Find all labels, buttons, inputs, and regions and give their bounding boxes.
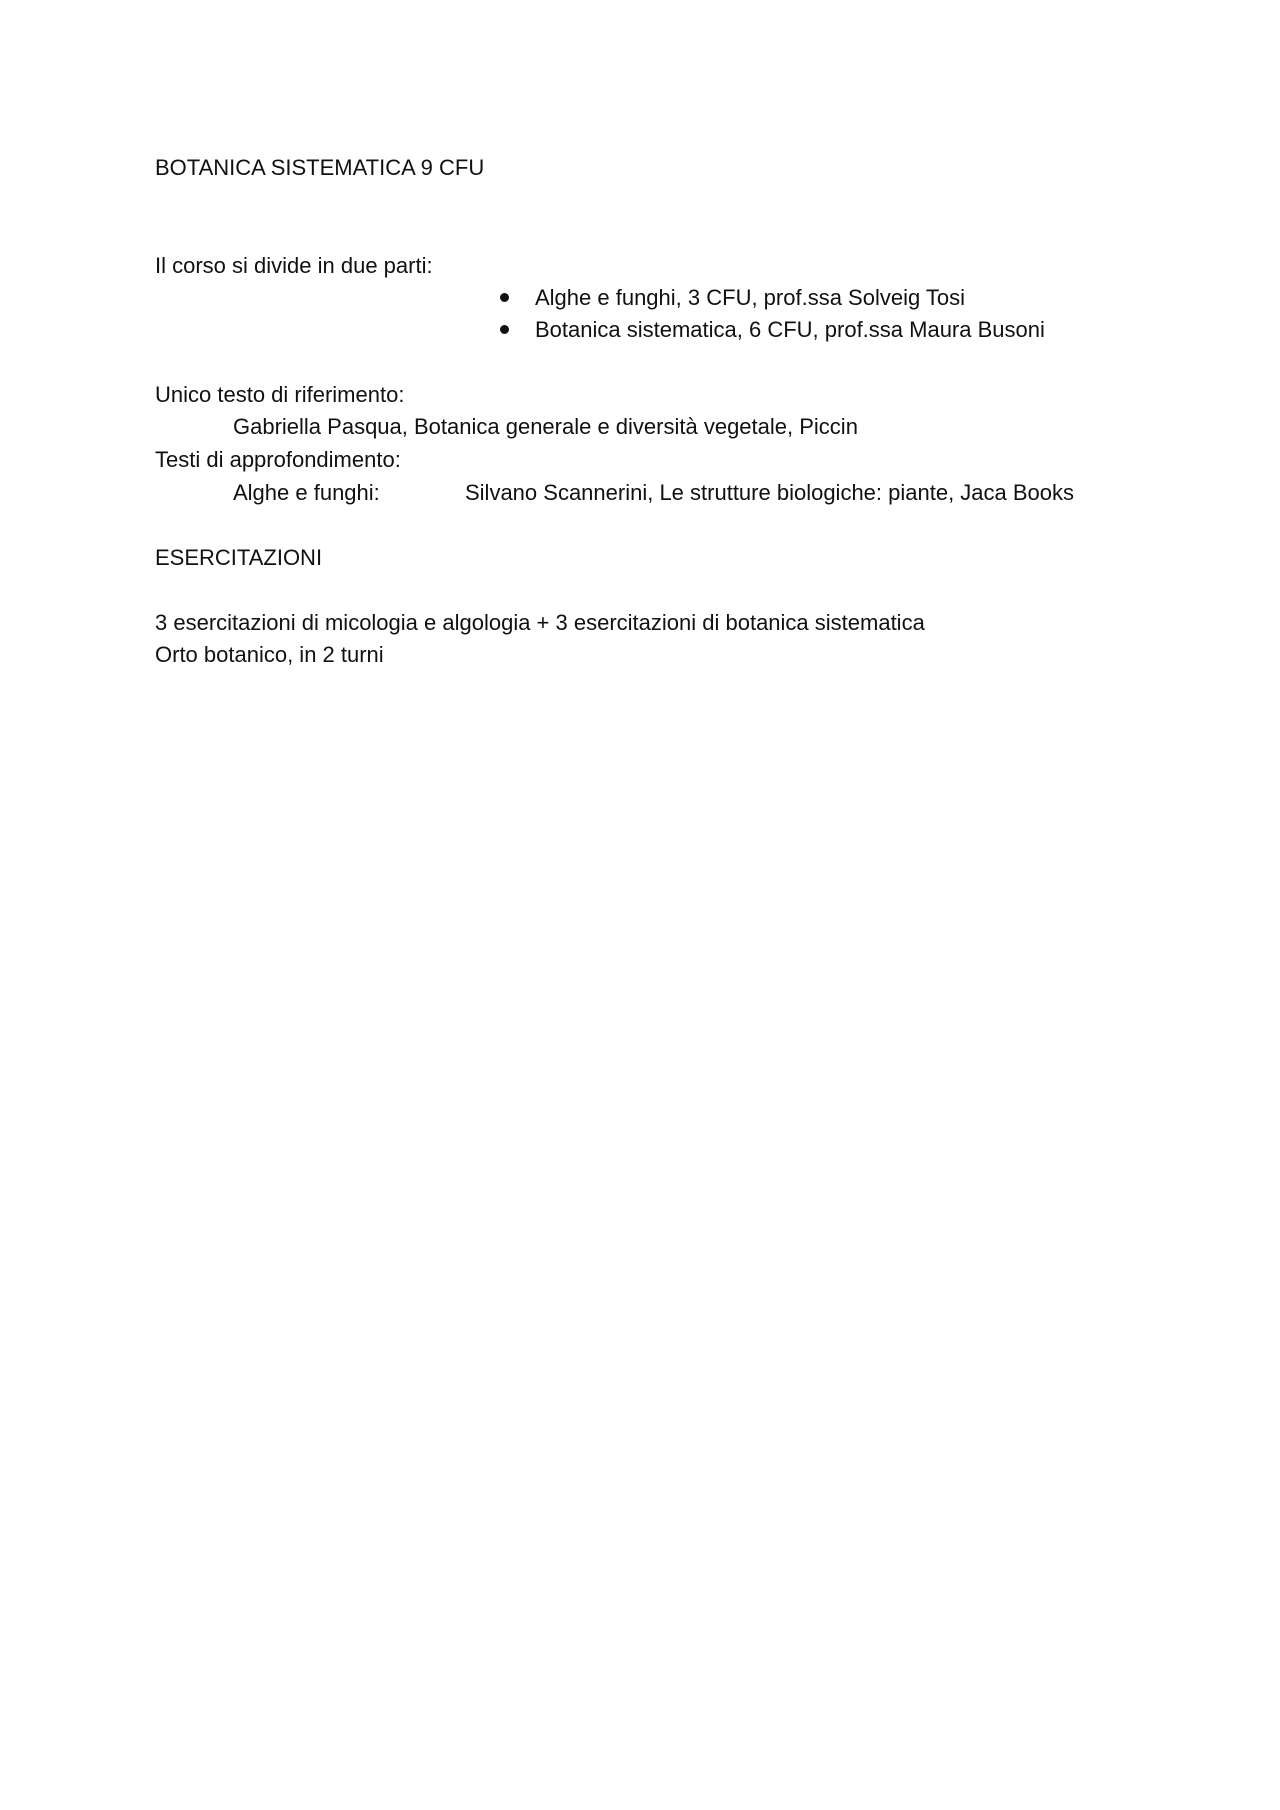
exercises-line: 3 esercitazioni di micologia e algologia + 3 esercitazioni di botanica sistematica <box>155 610 925 635</box>
reference-label: Unico testo di riferimento: <box>155 382 405 407</box>
bullet-icon <box>500 325 509 334</box>
further-reading-text: Silvano Scannerini, Le strutture biologiche: piante, Jaca Books <box>465 480 1075 505</box>
course-part-label: Alghe e funghi, 3 CFU, prof.ssa Solveig Tosi <box>535 285 966 310</box>
bullet-icon <box>500 293 509 302</box>
exercises-heading: ESERCITAZIONI <box>155 545 323 570</box>
reference-text: Gabriella Pasqua, Botanica generale e diversità vegetale, Piccin <box>233 414 858 439</box>
further-reading-label: Testi di approfondimento: <box>155 447 401 472</box>
further-reading-topic: Alghe e funghi: <box>233 480 380 505</box>
document-title: BOTANICA SISTEMATICA 9 CFU <box>155 155 485 180</box>
course-intro: Il corso si divide in due parti: <box>155 253 433 278</box>
exercises-line: Orto botanico, in 2 turni <box>155 642 384 667</box>
course-part-label: Botanica sistematica, 6 CFU, prof.ssa Maura Busoni <box>535 317 1045 342</box>
course-part-item <box>500 285 965 311</box>
course-part-item <box>500 317 1045 343</box>
